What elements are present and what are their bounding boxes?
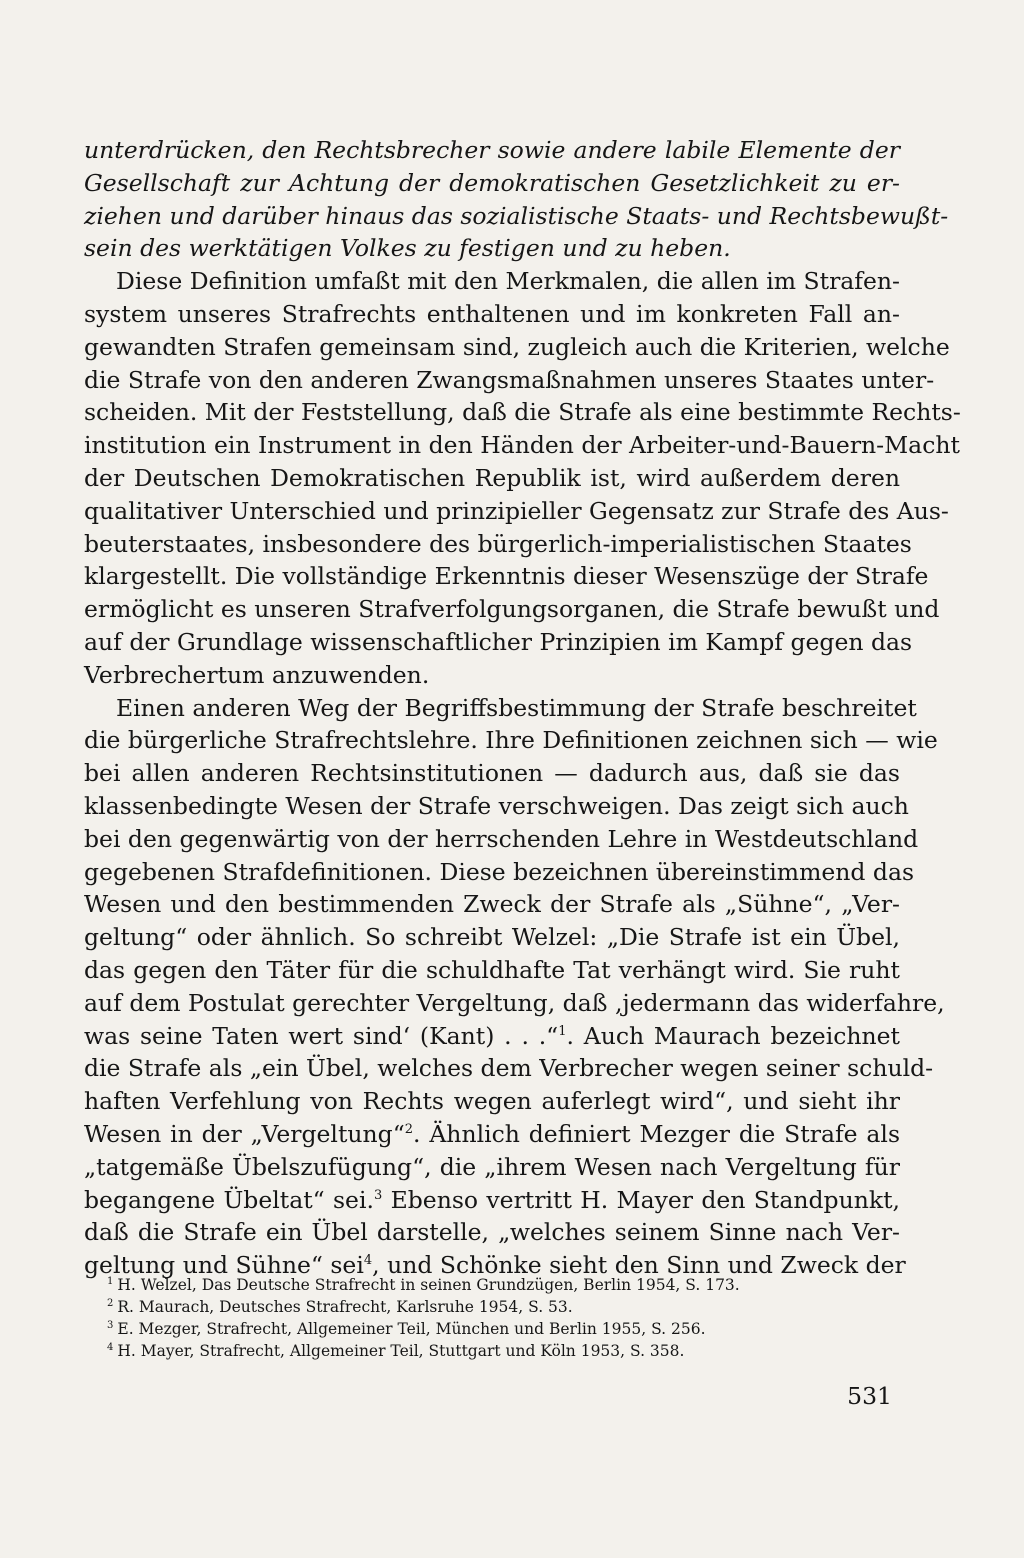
footnote [84,1318,900,1340]
text-line: qualitativer Unterschied und prinzipieller Gegensatz zur Strafe des Aus- [84,496,949,525]
text-line [84,1118,900,1151]
text-line [84,1184,900,1217]
text-line: scheiden. Mit der Feststellung, daß die Strafe als eine bestimmte Rechts- [84,398,961,427]
footnote-number: 3 [107,1320,114,1331]
text-line: sein des werktätigen Volkes zu festigen und zu heben. [84,234,731,263]
text-segment: Wesen in der „Vergeltung“ [84,1119,405,1148]
text-line: geltung“ oder ähnlich. So schreibt Welzel: „Die Strafe ist ein Übel, [84,923,900,952]
text-line: unterdrücken, den Rechtsbrecher sowie andere labile Elemente der [84,136,900,164]
page-number: 531 [847,1382,892,1410]
footnote-text: H. Mayer, Strafrecht, Allgemeiner Teil, Stuttgart und Köln 1953, S. 358. [117,1342,685,1360]
footnote-number: 4 [107,1342,114,1353]
text-segment: geltung und Sühne“ sei [84,1251,364,1280]
footnote-ref[interactable]: 3 [373,1187,383,1203]
footnote-number: 1 [107,1276,114,1287]
footnote [84,1340,900,1362]
footnote-ref[interactable]: 1 [558,1023,567,1039]
text-line: die Strafe als „ein Übel, welches dem Verbrecher wegen seiner schuld- [84,1054,934,1083]
text-segment: . Ähnlich definiert Mezger die Strafe als [413,1119,901,1148]
text-line: daß die Strafe ein Übel darstelle, „welches seinem Sinne nach Ver- [84,1218,900,1247]
text-line: system unseres Strafrechts enthaltenen und im konkreten Fall an- [84,299,900,328]
text-segment: was seine Taten wert sind‘ (Kant) . . .“ [84,1021,559,1050]
text-line: institution ein Instrument in den Händen der Arbeiter-und-Bauern-Macht [84,431,960,460]
footnote-ref[interactable]: 4 [363,1253,373,1269]
text-line: auf dem Postulat gerechter Vergeltung, daß ‚jedermann das widerfahre, [84,988,945,1017]
text-line: die Strafe von den anderen Zwangsmaßnahmen unseres Staates unter- [84,365,935,394]
text-line: ermöglicht es unseren Strafverfolgungsorganen, die Strafe bewußt und [84,595,940,624]
text-line: die bürgerliche Strafrechtslehre. Ihre Definitionen zeichnen sich — wie [84,726,938,755]
text-line: Gesellschaft zur Achtung der demokratischen Gesetzlichkeit zu er- [84,168,900,197]
footnotes [84,1274,900,1362]
footnote-text: H. Welzel, Das Deutsche Strafrecht in seinen Grundzügen, Berlin 1954, S. 173. [117,1276,740,1294]
text-line: klassenbedingte Wesen der Strafe verschweigen. Das zeigt sich auch [84,791,909,820]
text-line: Diese Definition umfaßt mit den Merkmalen, die allen im Strafen- [116,267,900,296]
text-line: das gegen den Täter für die schuldhafte Tat verhängt wird. Sie ruht [84,955,900,984]
text-line: Verbrechertum anzuwenden. [84,660,430,689]
text-line: auf der Grundlage wissenschaftlicher Prinzipien im Kampf gegen das [84,627,913,656]
footnote [84,1296,900,1318]
text-line: gegebenen Strafdefinitionen. Diese bezeichnen übereinstimmend das [84,857,915,886]
text-line: gewandten Strafen gemeinsam sind, zugleich auch die Kriterien, welche [84,332,950,361]
text-line: ziehen und darüber hinaus das sozialistische Staats- und Rechtsbewußt- [84,201,949,230]
footnote-text: R. Maurach, Deutsches Strafrecht, Karlsruhe 1954, S. 53. [117,1298,573,1316]
text-line [84,1020,900,1053]
text-segment: Ebenso vertritt H. Mayer den Standpunkt, [382,1185,900,1214]
text-line: haften Verfehlung von Rechts wegen auferlegt wird“, und sieht ihr [84,1087,900,1116]
text-line: klargestellt. Die vollständige Erkenntnis dieser Wesenszüge der Strafe [84,562,929,591]
text-segment: , und Schönke sieht den Sinn und Zweck der [372,1251,906,1280]
footnote-ref[interactable]: 2 [404,1121,414,1137]
text-segment: . Auch Maurach bezeichnet [566,1021,900,1050]
text-line: „tatgemäße Übelszufügung“, die „ihrem Wesen nach Vergeltung für [84,1152,900,1181]
footnote [84,1274,900,1296]
text-line: der Deutschen Demokratischen Republik ist, wird außerdem deren [84,463,900,492]
text-line: beuterstaates, insbesondere des bürgerlich-imperialistischen Staates [84,529,912,558]
footnote-text: E. Mezger, Strafrecht, Allgemeiner Teil, München und Berlin 1955, S. 256. [117,1320,706,1338]
text-line: Wesen und den bestimmenden Zweck der Strafe als „Sühne“, „Ver- [84,890,900,919]
main-text [84,134,961,1282]
footnote-number: 2 [107,1298,114,1309]
text-line: Einen anderen Weg der Begriffsbestimmung der Strafe beschreitet [116,693,917,722]
text-line: bei allen anderen Rechtsinstitutionen — dadurch aus, daß sie das [84,759,900,788]
text-line: bei den gegenwärtig von der herrschenden Lehre in Westdeutschland [84,824,919,853]
text-segment: begangene Übeltat“ sei. [84,1185,374,1214]
